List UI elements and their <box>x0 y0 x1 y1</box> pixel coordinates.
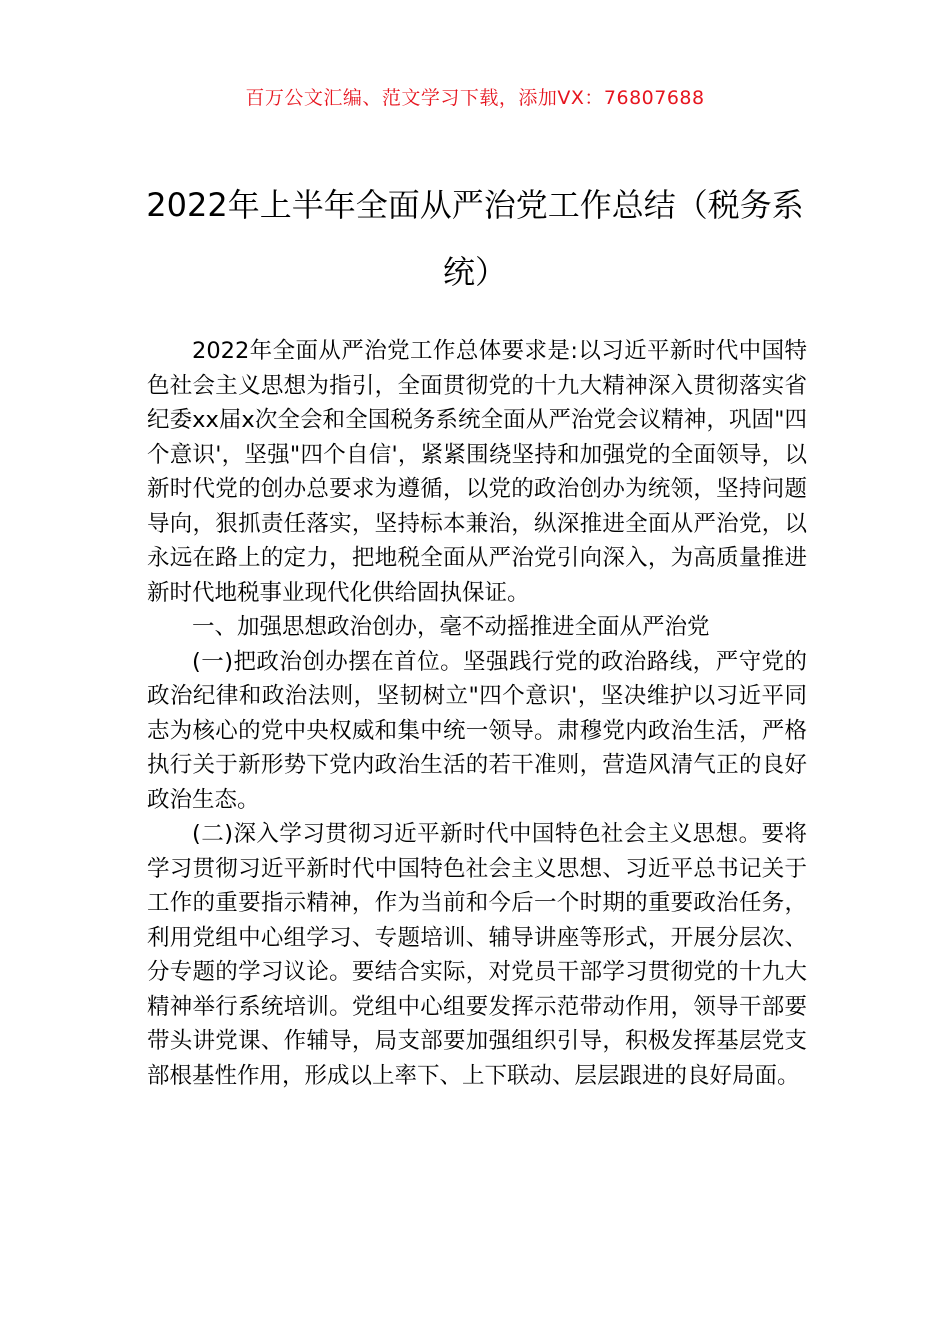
paragraph-item-2: (二)深入学习贯彻习近平新时代中国特色社会主义思想。要将学习贯彻习近平新时代中国特色社会主义思想、习近平总书记关于工作的重要指示精神，作为当前和今后一个时期的重要政治任务，利用党组中心组学习、专题培训、辅导讲座等形式，开展分层次、分专题的学习议论。要结合实际，对党员干部学习贯彻党的十九大精神举行系统培训。党组中心组要发挥示范带动作用，领导干部要带头讲党课、作辅导，局支部要加强组织引导，积极发挥基层党支部根基性作用，形成以上率下、上下联动、层层跟进的良好局面。 <box>147 821 807 1089</box>
paragraph-item-1: (一)把政治创办摆在首位。坚强践行党的政治路线，严守党的政治纪律和政治法则，坚韧树立"四个意识'，坚决维护以习近平同志为核心的党中央权威和集中统一领导。肃穆党内政治生活，严格执行关于新形势下党内政治生活的若干准则，营造风清气正的良好政治生态。 <box>147 648 807 813</box>
promo-header-text: 百万公文汇编、范文学习下载，添加VX：76807688 <box>245 87 705 109</box>
document-body <box>147 334 807 1093</box>
paragraph-intro: 2022年全面从严治党工作总体要求是:以习近平新时代中国特色社会主义思想为指引，全面贯彻党的十九大精神深入贯彻落实省纪委xx届x次全会和全国税务系统全面从严治党会议精神，巩固"四个意识'，坚强"四个自信'，紧紧围绕坚持和加强党的全面领导，以新时代党的创办总要求为遵循，以党的政治创办为统领，坚持问题导向，狠抓责任落实，坚持标本兼治，纵深推进全面从严治党，以永远在路上的定力，把地税全面从严治党引向深入，为高质量推进新时代地税事业现代化供给固执保证。 <box>147 338 807 606</box>
document-title: 2022年上半年全面从严治党工作总结（税务系统） <box>146 186 804 291</box>
section-heading-1: 一、加强思想政治创办，毫不动摇推进全面从严治党 <box>192 614 710 640</box>
